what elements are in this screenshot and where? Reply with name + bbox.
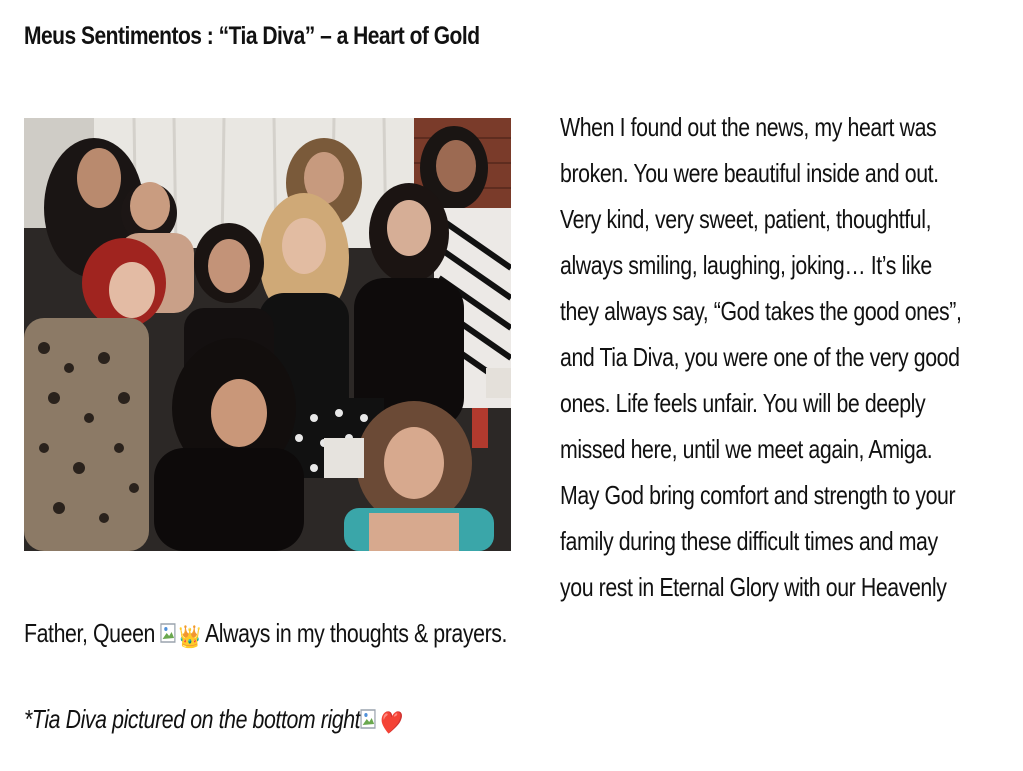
last-line-end: Always in my thoughts & prayers. — [204, 618, 508, 648]
paragraph-line: they always say, “God takes the good ones”, — [560, 296, 962, 326]
last-line-start: Father, Queen — [24, 618, 155, 648]
paragraph-line: When I found out the news, my heart was — [560, 112, 937, 142]
paragraph-line: and Tia Diva, you were one of the very good — [560, 342, 960, 372]
paragraph-line: ones. Life feels unfair. You will be deeply — [560, 388, 926, 418]
crown-emoji: 👑 — [178, 624, 201, 649]
paragraph-line: always smiling, laughing, joking… It’s like — [560, 250, 932, 280]
paragraph-line: family during these difficult times and may — [560, 526, 938, 556]
group-photo — [24, 118, 511, 551]
paragraph-line: May God bring comfort and strength to your — [560, 480, 956, 510]
broken-image-icon — [360, 707, 378, 729]
paragraph-line: Very kind, very sweet, patient, thoughtful, — [560, 204, 932, 234]
paragraph-last-line — [24, 618, 507, 648]
heart-emoji: ❤️ — [378, 710, 401, 735]
broken-image-icon — [161, 621, 179, 643]
paragraph-line: you rest in Eternal Glory with our Heavenly — [560, 572, 947, 602]
paragraph-line: missed here, until we meet again, Amiga. — [560, 434, 933, 464]
photo-caption — [24, 704, 400, 738]
caption-text: *Tia Diva pictured on the bottom right — [24, 704, 361, 734]
paragraph-line: broken. You were beautiful inside and out. — [560, 158, 939, 188]
article-title: Meus Sentimentos : “Tia Diva” – a Heart of Gold — [24, 22, 480, 50]
